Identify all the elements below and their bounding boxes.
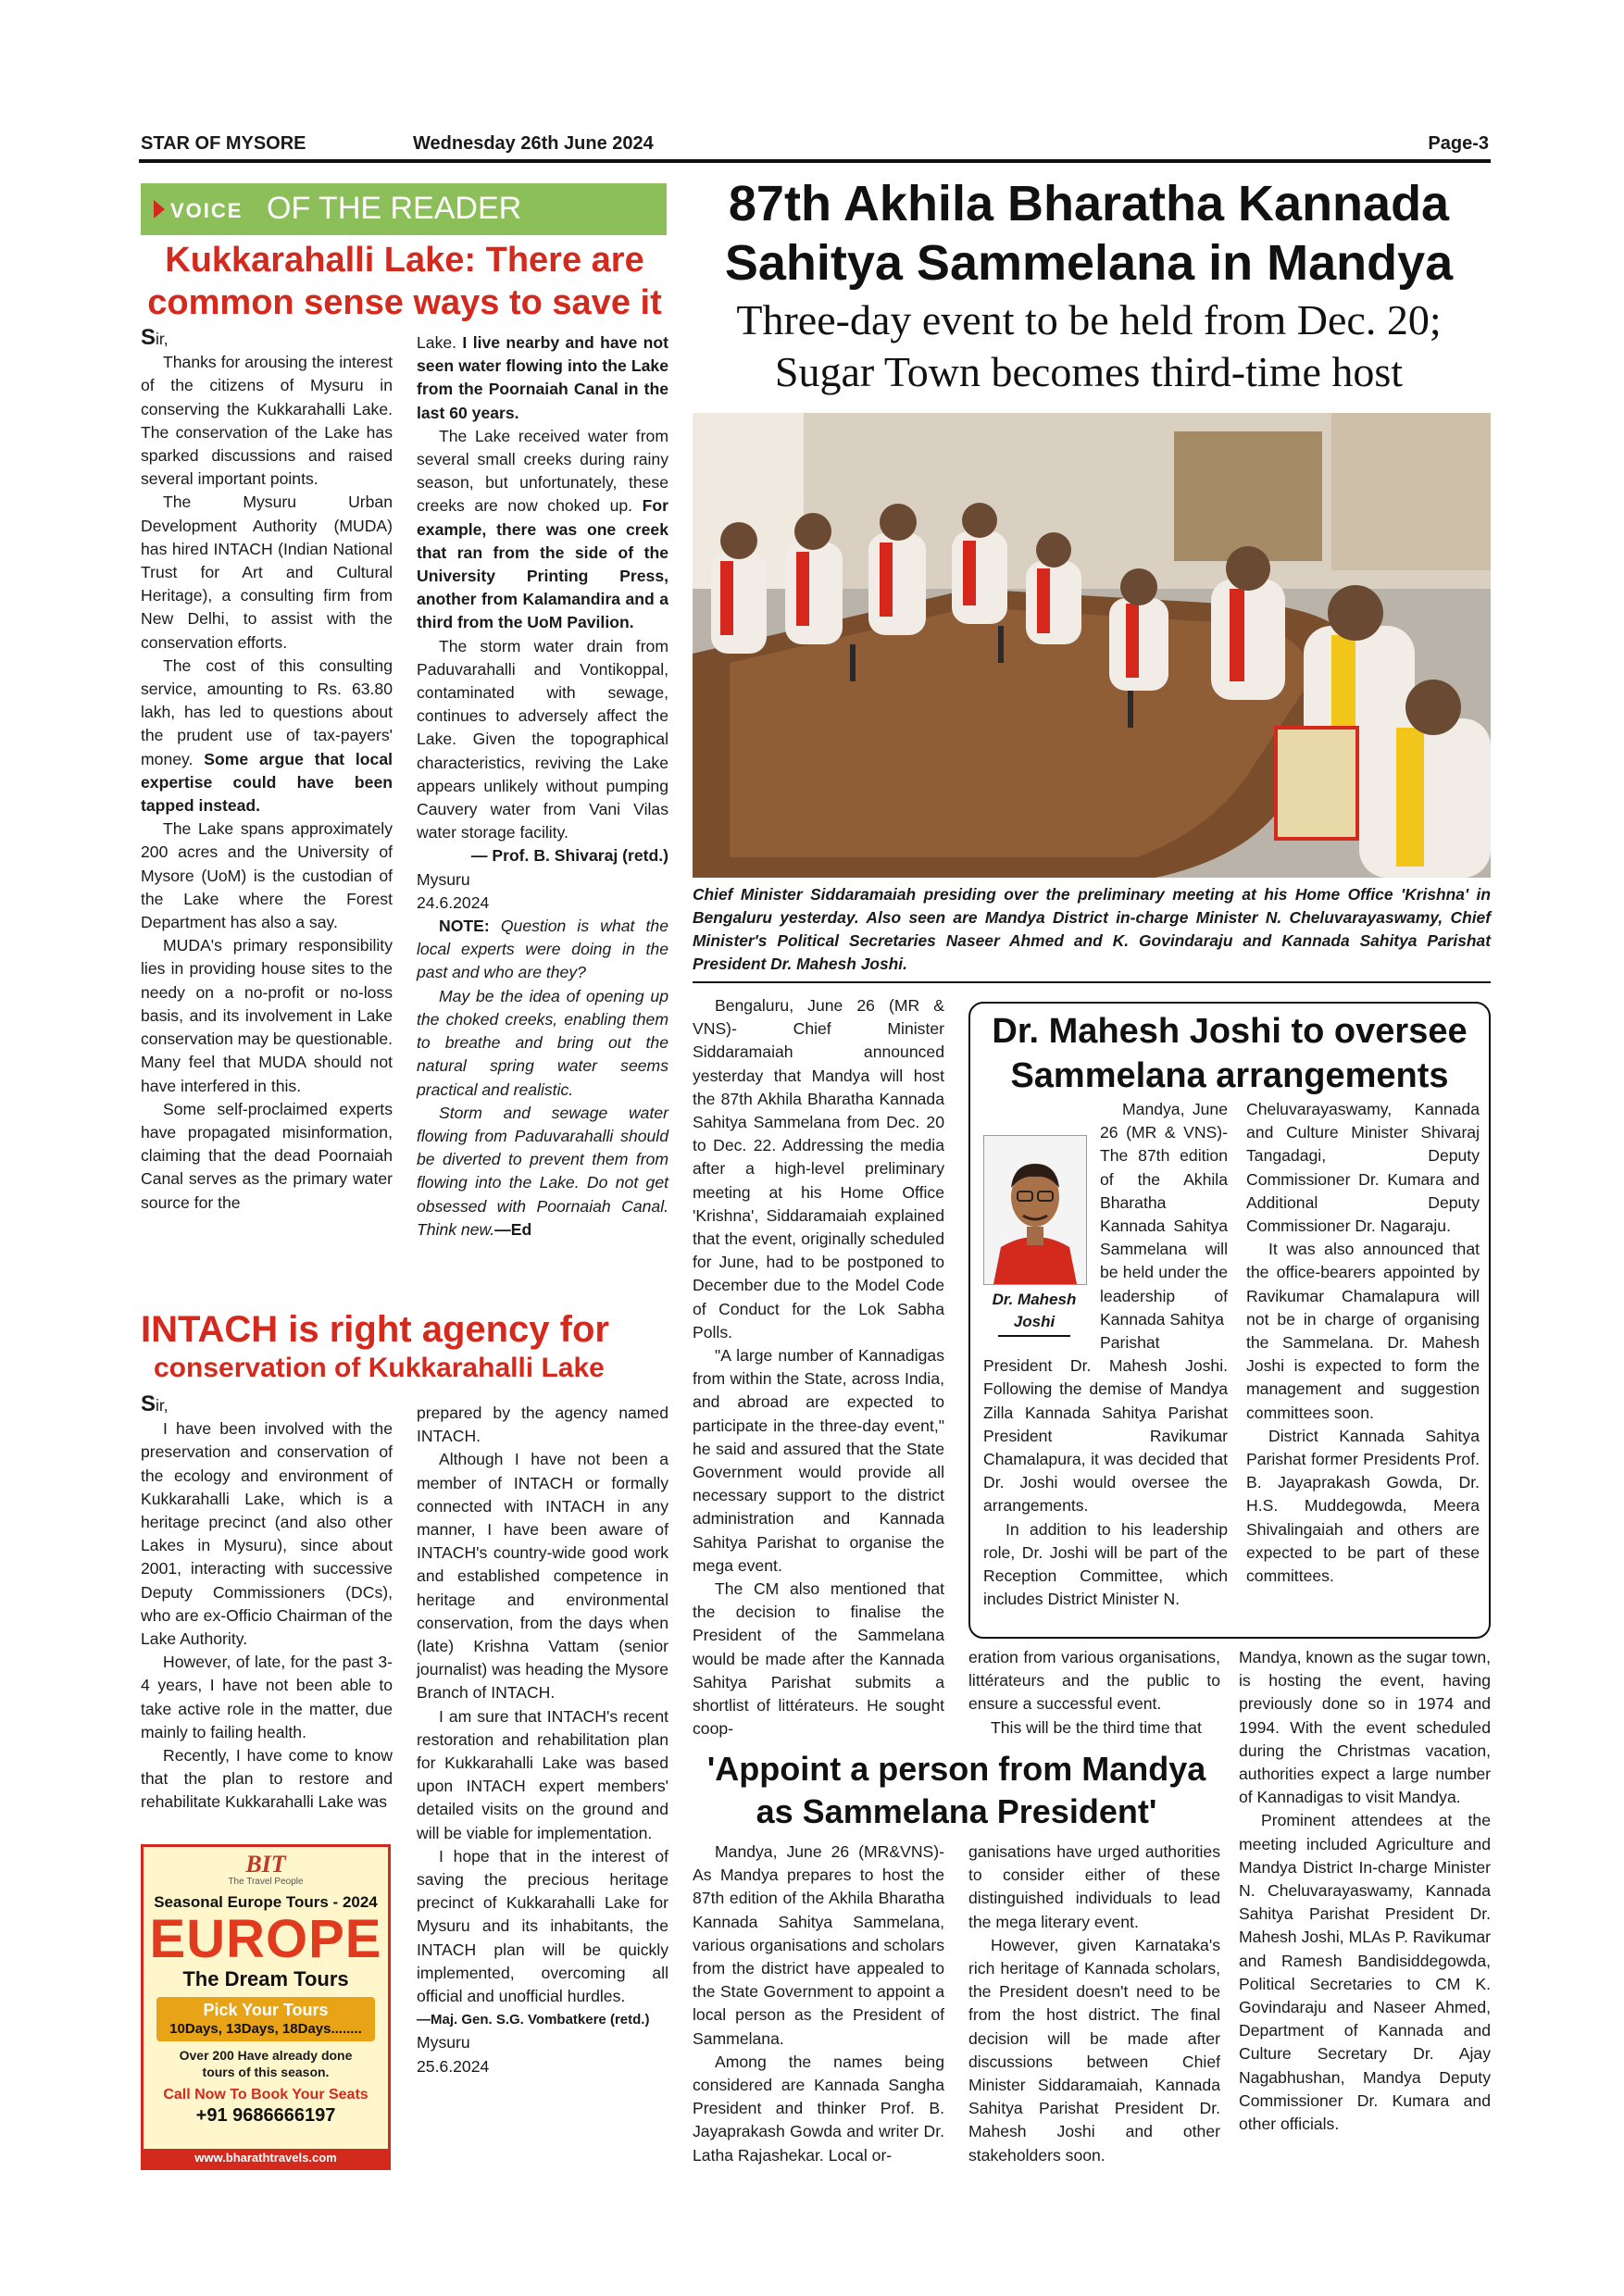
joshi-p1a: Mandya, June 26 (MR & VNS)- The 87th edition of the Akhila Bharatha Kannada Sahitya Sammelana will be held under the leadership of Kannada Sahitya: [1100, 1100, 1228, 1329]
main-subheadline: Three-day event to be held from Dec. 20; Sugar Town becomes third-time host: [736, 296, 1442, 395]
letter2-sign: —Maj. Gen. S.G. Vombatkere (retd.): [417, 2012, 650, 2028]
letter1-p6: Some self-proclaimed experts have propagated misinformation, claiming that the dead Poornaiah Canal serves as the primary water source for the: [141, 1099, 393, 1212]
ad-website[interactable]: www.bharathtravels.com: [144, 2149, 388, 2167]
ad-europe: EUROPE: [149, 1909, 382, 1969]
ad-phone[interactable]: +91 9686666197: [195, 2105, 336, 2126]
joshi-p3: It was also announced that the office-bearers appointed by Ravikumar Chamalapura will not be in charge of organising the Sammelana. Dr. Mahesh Joshi is expected to form the management and suggestion committees soon.: [1246, 1240, 1480, 1422]
letter1-date: 24.6.2024: [417, 892, 490, 912]
letter2-date: 25.6.2024: [417, 2056, 490, 2076]
main-p1: Bengaluru, June 26 (MR & VNS)- Chief Minister Siddaramaiah announced yesterday that Mandya will host the 87th Akhila Bharatha Kannada Sahitya Sammelana from Dec. 20 to Dec. 22. Addressing the media after a high-level preliminary meeting at his Home Office 'Krishna', Siddaramaiah explained that the event, originally scheduled for June, had to be postponed to December due to the Model Code of Conduct for the Lok Sabha Polls.: [693, 996, 944, 1341]
portrait-float-spacer: [983, 1098, 1100, 1348]
joshi-portrait-caption: Dr. Mahesh Joshi: [992, 1291, 1077, 1330]
letter2-p4: Although I have not been a member of INTACH or formally connected with INTACH in any manner, I have been aware of INTACH's country-wide good work and established competence in heritage and environmental conservation, from the days when (late) Krishna Vattam (senior journalist) was heading the Mysore Branch of INTACH.: [417, 1450, 668, 1703]
ad-dream: The Dream Tours: [182, 1967, 349, 1990]
photo-caption: Chief Minister Siddaramaiah presiding over the preliminary meeting at his Home Office 'Krishna' in Bengaluru yesterday. Also seen are Mandya District in-charge Minister N. Cheluvarayaswamy, Chief Minister's Political Secretaries Naseer Ahmed and K. Govindaraju and Kannada Sahitya Parishat President Dr. Mahesh Joshi.: [693, 885, 1491, 973]
joshi-column-2: Cheluvarayaswamy, Kannada and Culture Minister Shivaraj Tangadagi, Deputy Commissioner Dr. Kumara and Additional Deputy Commissioner Dr. Nagaraju. It was also announced that the office-bearers appointed by Ravikumar Chamalapura will not be in charge of organising the Sammelana. Dr. Mahesh Joshi is expected to form the management and suggestion committees soon. District Kannada Sahitya Parishat former Presidents Prof. B. Jayaprakash Gowda, Dr. H.S. Muddegowda, Meera Shivalingaiah and others are expected to be part of these committees.: [1246, 1098, 1480, 1588]
letter2-place: Mysuru: [417, 2033, 470, 2053]
main-p3: The CM also mentioned that the decision to finalise the President of the Sammelana would be made after the Kannada Sahitya Parishat submits a shortlist of littérateurs. He sought coop-: [693, 1579, 944, 1739]
appoint-p3: However, given Karnataka's rich heritage of Kannada scholars, the President doesn't need to be from the host district. The final decision will be made after discussions between Chief Minister Siddaramaiah, Kannada Sahitya Parishat President Dr. Mahesh Joshi and other stakeholders soon.: [968, 1935, 1220, 2165]
letter1-p7: The Lake received water from several small creeks during rainy season, but unfortunately, these creeks are now choked up. For example, there was one creek that ran from the side of the University Printing Press, another from Kalamandira and a third from the UoM Pavilion.: [417, 426, 668, 632]
meeting-photo-illustration: [693, 413, 1491, 878]
voice-banner: [141, 183, 667, 235]
ad-logo: BIT: [245, 1851, 286, 1878]
joshi-p4: District Kannada Sahitya Parishat former Presidents Prof. B. Jayaprakash Gowda, Dr. H.S. Muddegowda, Meera Shivalingaiah and others are expected to be part of these committees.: [1246, 1426, 1480, 1586]
ad-title: Seasonal Europe Tours - 2024: [154, 1893, 378, 1911]
letter1-place: Mysuru: [417, 869, 470, 889]
banner-rest: OF THE READER: [267, 191, 522, 226]
ad-logo-sub: The Travel People: [228, 1877, 304, 1887]
letter1-p5: MUDA's primary responsibility lies in providing house sites to the needy on a no-profit or no-loss basis, and its involvement in Lake conservation may be questionable. Many feel that MUDA should not have interfered in this.: [141, 936, 393, 1095]
ad-pick-box: Pick Your Tours 10Days, 13Days, 18Days........: [156, 1997, 375, 2041]
banner-arrow-icon: [154, 200, 165, 218]
masthead-date: Wednesday 26th June 2024: [413, 133, 654, 154]
appoint-column-1: [693, 1841, 944, 2167]
letter1-column-2: Lake. I live nearby and have not seen water flowing into the Lake from the Poornaiah Canal in the last 60 years. The Lake received water from several small creeks during rainy season, but unfortunately, these creeks are now choked up. For example, there was one creek that ran from the side of the University Printing Press, another from Kalamandira and a third from the UoM Pavilion. The storm water drain from Paduvarahalli and Vontikoppal, contaminated with sewage, continues to adversely affect the Lake. Given the topographical characteristics, reviving the Lake appears unlikely without pumping Cauvery water from Vani Vilas water storage facility. — Prof. B. Shivaraj (retd.) Mysuru 24.6.2024 NOTE: Question is what the local experts were doing in the past and who are they? May be the idea of opening up the choked creeks, enabling them to breathe and bring out the natural spring water seems practical and realistic. Storm and sewage water flowing from Paduvarahalli should be diverted to prevent them from flowing into the Lake. Do not get obsessed with Poornaiah Canal. Think new.—Ed: [417, 333, 668, 1239]
joshi-column-1-wrap: [983, 1098, 1228, 1616]
letter1-p1: Thanks for arousing the interest of the citizens of Mysuru in conserving the Kukkarahalli Lake. The conservation of the Lake has sparked discussions and raised several important points.: [141, 353, 393, 489]
letter2-p6: I hope that in the interest of saving the precious heritage precinct of Kukkarahalli Lake for Mysuru and its inhabitants, the INTACH plan will be quickly implemented, overcoming all official and unofficial hurdles.: [417, 1846, 668, 2006]
travel-advertisement[interactable]: BIT The Travel People Seasonal Europe Tours - 2024 EUROPE The Dream Tours Pick Your Tours 10Days, 13Days, 18Days........ Over 200 Have already done tours of this season. Call Now To Book Your Seats +91 9686666197 www.bharathtravels.com: [141, 1844, 391, 2170]
letter2-p3: Recently, I have come to know that the plan to restore and rehabilitate Kukkarahalli Lake was: [141, 1746, 393, 1812]
joshi-headline: Dr. Mahesh Joshi to oversee Sammelana arrangements: [992, 1012, 1468, 1095]
letter2-p1: I have been involved with the preservation and conservation of the ecology and environment of Kukkarahalli Lake, which is a heritage precinct (and also other Lakes in Mysuru), since about 2001, interacting with successive Deputy Commissioners (DCs), who are ex-Officio Chairman of the Lake Authority.: [141, 1419, 393, 1649]
letter2-p5: I am sure that INTACH's recent restoration and rehabilitation plan for Kukkarahalli Lake was based upon INTACH expert members' detailed visits on the ground and will be viable for implementation.: [417, 1706, 668, 1842]
appoint-p2: Among the names being considered are Kannada Sangha President and thinker Prof. B. Jayaprakash Gowda and writer Dr. Latha Rajashekar. Local or-: [693, 2052, 944, 2165]
appoint-p1: Mandya, June 26 (MR&VNS)- As Mandya prepares to host the 87th edition of the Akhila Bharatha Kannada Sahitya Sammelana, various organisations and scholars from the district have appealed to the State Government to appoint a local person as the President of Sammelana.: [693, 1842, 944, 2048]
joshi-p1b: Parishat President Dr. Mahesh Joshi. Following the demise of Mandya Zilla Kannada Sahitya Parishat President Ravikumar Chamalapura, it was decided that Dr. Joshi would oversee the arrangements.: [983, 1333, 1228, 1516]
main-story-column-2: eration from various organisations, littérateurs and the public to ensure a successful event. This will be the third time that: [968, 1646, 1220, 1740]
main-story-column-1: [693, 994, 944, 1741]
letter2-column-2: prepared by the agency named INTACH. Although I have not been a member of INTACH or formally connected with INTACH in any manner, I have been aware of INTACH's country-wide good work and established competence in heritage and environmental conservation, from the days when (late) Krishna Vattam (senior journalist) was heading the Mysore Branch of INTACH. I am sure that INTACH's recent restoration and rehabilitation plan for Kukkarahalli Lake was based upon INTACH expert members' detailed visits on the ground and will be viable for implementation. I hope that in the interest of saving the precious heritage precinct of Kukkarahalli Lake for Mysuru and its inhabitants, the INTACH plan will be quickly implemented, overcoming all official and unofficial hurdles. —Maj. Gen. S.G. Vombatkere (retd.) Mysuru 25.6.2024: [417, 1402, 668, 2078]
letter2-column-1: Sir, I have been involved with the preservation and conservation of the ecology and environment of Kukkarahalli Lake, which is a heritage precinct (and also other Lakes in Mysuru), since about 2001, interacting with successive Deputy Commissioners (DCs), who are ex-Officio Chairman of the Lake Authority. However, of late, for the past 3-4 years, I have not been able to take active role in the matter, due mainly to failing health. Recently, I have come to know that the plan to restore and rehabilitate Kukkarahalli Lake was: [141, 1392, 393, 1815]
ad-call: Call Now To Book Your Seats: [163, 2087, 369, 2103]
meeting-photo: [693, 413, 1491, 878]
main-story-column-3: Mandya, known as the sugar town, is hosting the event, having previously done so in 1974 and 1994. With the event scheduled during the Christmas vacation, authorities expect a large number of Kannadigas to visit Mandya. Prominent attendees at the meeting included Agriculture and Mandya District In-charge Minister N. Cheluvarayaswamy, Kannada Sahitya Parishat President Dr. Mahesh Joshi, MLAs P. Ravikumar and Ramesh Bandisiddegowda, Political Secretaries to CM K. Govindaraju and Naseer Ahmed, Department of Kannada and Culture Secretary Dr. Ajay Nagabhushan, Mandya Deputy Commissioner Dr. Kumara and other officials.: [1239, 1646, 1491, 2136]
letter1-p4: The Lake spans approximately 200 acres and the University of Mysore (UoM) is the custodian of the Lake where the Forest Department has also a say.: [141, 819, 393, 932]
caption-rule: [693, 981, 1491, 983]
masthead-rule: [139, 159, 1491, 163]
main-p2: "A large number of Kannadigas from within the State, across India, and abroad are expected to participate in the three-day event," he said and assured that the State Government would provide all necessary support to the district administration and Kannada Sahitya Parishat to organise the mega event.: [693, 1346, 944, 1575]
masthead-page: Page-3: [1428, 133, 1489, 154]
appoint-headline: 'Appoint a person from Mandya as Sammelana President': [706, 1750, 1206, 1830]
letter1-headline: Kukkarahalli Lake: There are common sense ways to save it: [147, 241, 662, 322]
main-p4: This will be the third time that: [991, 1717, 1202, 1737]
appoint-column-2: ganisations have urged authorities to consider either of these distinguished individuals to lead the mega literary event. However, given Karnataka's rich heritage of Kannada scholars, the President doesn't need to be from the host district. The final decision will be made after discussions between Chief Minister Siddaramaiah, Kannada Sahitya Parishat President Dr. Mahesh Joshi and other stakeholders soon.: [968, 1841, 1220, 2167]
letter1-sign: — Prof. B. Shivaraj (retd.): [470, 846, 668, 866]
masthead-paper: STAR OF MYSORE: [141, 133, 306, 154]
letter1-column-1: Sir, Thanks for arousing the interest of the citizens of Mysuru in conserving the Kukkarahalli Lake. The conservation of the Lake has sparked discussions and raised several important points. The Mysuru Urban Development Authority (MUDA) has hired INTACH (Indian National Trust for Art and Cultural Heritage), a consulting firm from New Delhi, to assist with the conservation efforts. The cost of this consulting service, amounting to Rs. 63.80 lakh, has led to questions about the prudent use of tax-payers' money. Some argue that local expertise could have been tapped instead. The Lake spans approximately 200 acres and the University of Mysore (UoM) is the custodian of the Lake where the Forest Department has also a say. MUDA's primary responsibility lies in providing house sites to the needy on a no-profit or no-loss basis, and its involvement in Lake conservation may be questionable. Many feel that MUDA should not have interfered in this. Some self-proclaimed experts have propagated misinformation, claiming that the dead Poornaiah Canal serves as the primary water source for the: [141, 326, 393, 1215]
letter1-p2: The Mysuru Urban Development Authority (MUDA) has hired INTACH (Indian National Trust for Art and Cultural Heritage), a consulting firm from New Delhi, to assist with the conservation efforts.: [141, 493, 393, 652]
main-p5: Prominent attendees at the meeting included Agriculture and Mandya District In-charge Minister N. Cheluvarayaswamy, Kannada Sahitya Parishat President Dr. Mahesh Joshi, MLAs P. Ravikumar and Ramesh Bandisiddegowda, Political Secretaries to CM K. Govindaraju and Naseer Ahmed, Department of Kannada and Culture Secretary Dr. Ajay Nagabhushan, Mandya Deputy Commissioner Dr. Kumara and other officials.: [1239, 1811, 1491, 2134]
letter2-p2: However, of late, for the past 3-4 years, I have not been able to take active role in the matter, due mainly to failing health.: [141, 1653, 393, 1741]
main-headline: 87th Akhila Bharatha Kannada Sahitya Sammelana in Mandya: [724, 176, 1454, 291]
letter2-headline: INTACH is right agency for conservation of Kukkarahalli Lake: [141, 1309, 609, 1383]
letter1-p3: The cost of this consulting service, amounting to Rs. 63.80 lakh, has led to questions about the prudent use of tax-payers' money. Some argue that local expertise could have been tapped instead.: [141, 655, 393, 816]
banner-voice: VOICE: [170, 199, 244, 222]
editor-note: NOTE: Question is what the local experts were doing in the past and who are they?: [417, 917, 668, 982]
joshi-p2: In addition to his leadership role, Dr. Joshi will be part of the Reception Committee, which includes District Minister N.: [983, 1519, 1228, 1609]
letter1-p8: The storm water drain from Paduvarahalli and Vontikoppal, contaminated with sewage, continues to adversely affect the Lake. Given the topographical characteristics, reviving the Lake appears unlikely without pumping Cauvery water from Vani Vilas water storage facility.: [417, 636, 668, 842]
